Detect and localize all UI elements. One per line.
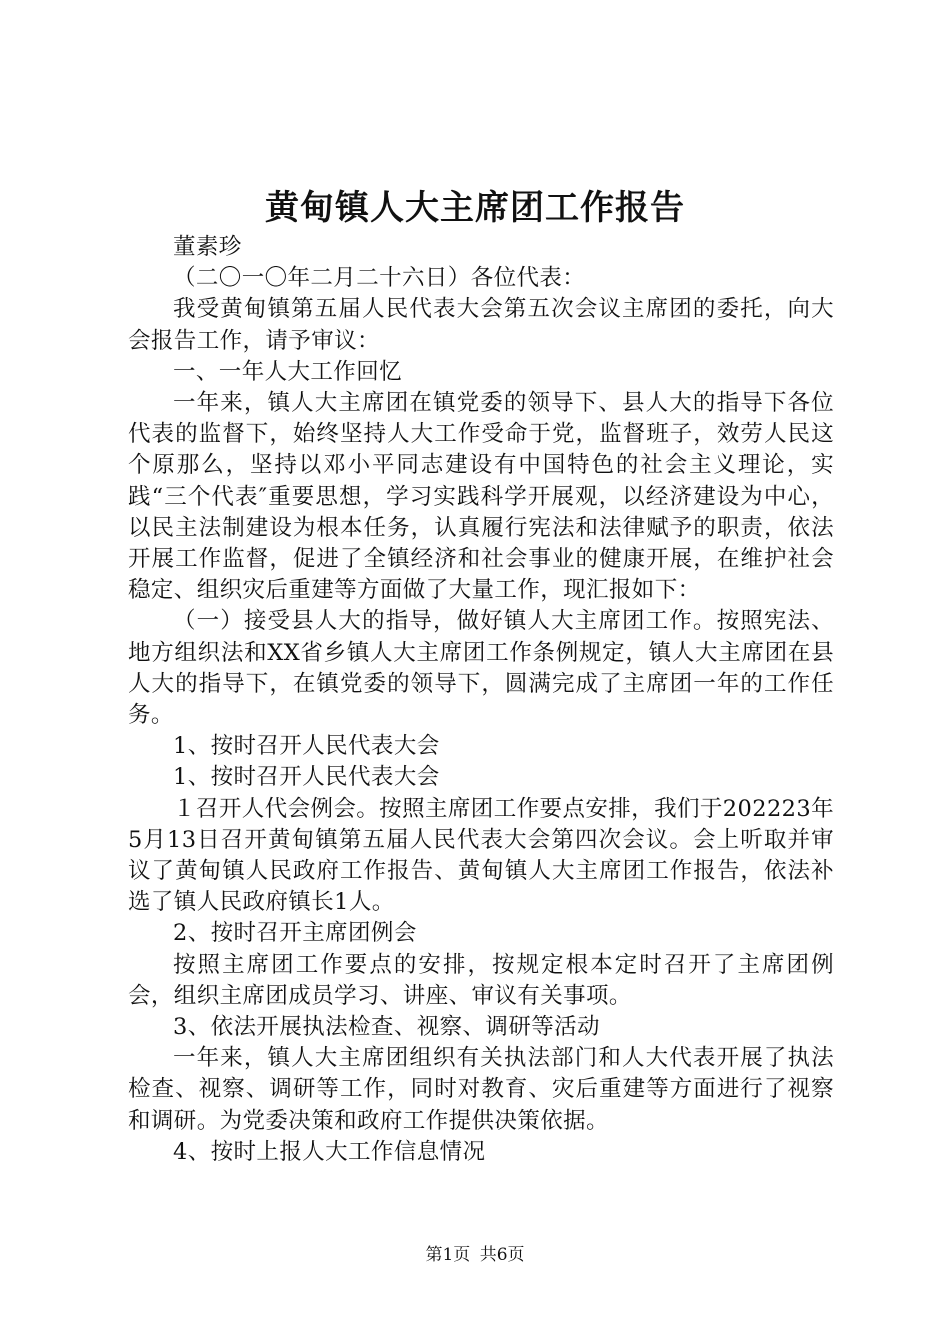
author-name: 董素珍 (173, 234, 242, 260)
paragraph: 按照主席团工作要点的安排，按规定根本定时召开了主席团例会，组织主席团成员学习、讲座、审议有关事项。 (128, 951, 834, 1009)
paragraph: 一年来，镇人大主席团组织有关执法部门和人大代表开展了执法检查、视察、调研等工作，同时对教育、灾后重建等方面进行了视察和调研。为党委决策和政府工作提供决策依据。 (128, 1045, 834, 1134)
page-footer (0, 1244, 950, 1266)
subsection-heading: 3、依法开展执法检查、视察、调研等活动 (173, 1014, 600, 1041)
paragraph: １召开人代会例会。按照主席团工作要点安排，我们于202223年5月13日召开黄甸镇第五届人民代表大会第四次会议。会上听取并审议了黄甸镇人民政府工作报告、黄甸镇人大主席团工作报告，依法补选了镇人民政府镇长1人。 (128, 795, 834, 916)
paragraph: 一年来，镇人大主席团在镇党委的领导下、县人大的指导下各位代表的监督下，始终坚持人大工作受命于党，监督班子，效劳人民这个原那么，坚持以邓小平同志建设有中国特色的社会主义理论，实践“三个代表″重要思想，学习实践科学开展观，以经济建设为中心，以民主法制建设为根本任务，认真履行宪法和法律赋予的职责，依法开展工作监督，促进了全镇经济和社会事业的健康开展，在维护社会稳定、组织灾后重建等方面做了大量工作，现汇报如下： (128, 390, 834, 604)
document-body (128, 232, 834, 1168)
page-number-current: 第1页 (425, 1245, 471, 1265)
paragraph: 我受黄甸镇第五届人民代表大会第五次会议主席团的委托，向大会报告工作，请予审议： (128, 296, 834, 354)
page-number-total: 共6页 (479, 1245, 525, 1265)
subsection-heading: 1、按时召开人民代表大会 (173, 764, 440, 791)
paragraph: （一）接受县人大的指导，做好镇人大主席团工作。按照宪法、地方组织法和XX省乡镇人大主席团工作条例规定，镇人大主席团在县人大的指导下，在镇党委的领导下，圆满完成了主席团一年的工作任务。 (128, 608, 834, 729)
date-and-salutation: （二〇一〇年二月二十六日）各位代表： (173, 265, 586, 292)
subsection-heading: 2、按时召开主席团例会 (173, 920, 417, 947)
subsection-heading: 4、按时上报人大工作信息情况 (173, 1138, 486, 1165)
section-heading: 一、一年人大工作回忆 (173, 358, 403, 385)
subsection-heading: 1、按时召开人民代表大会 (173, 733, 440, 760)
document-title: 黄甸镇人大主席团工作报告 (265, 188, 685, 228)
